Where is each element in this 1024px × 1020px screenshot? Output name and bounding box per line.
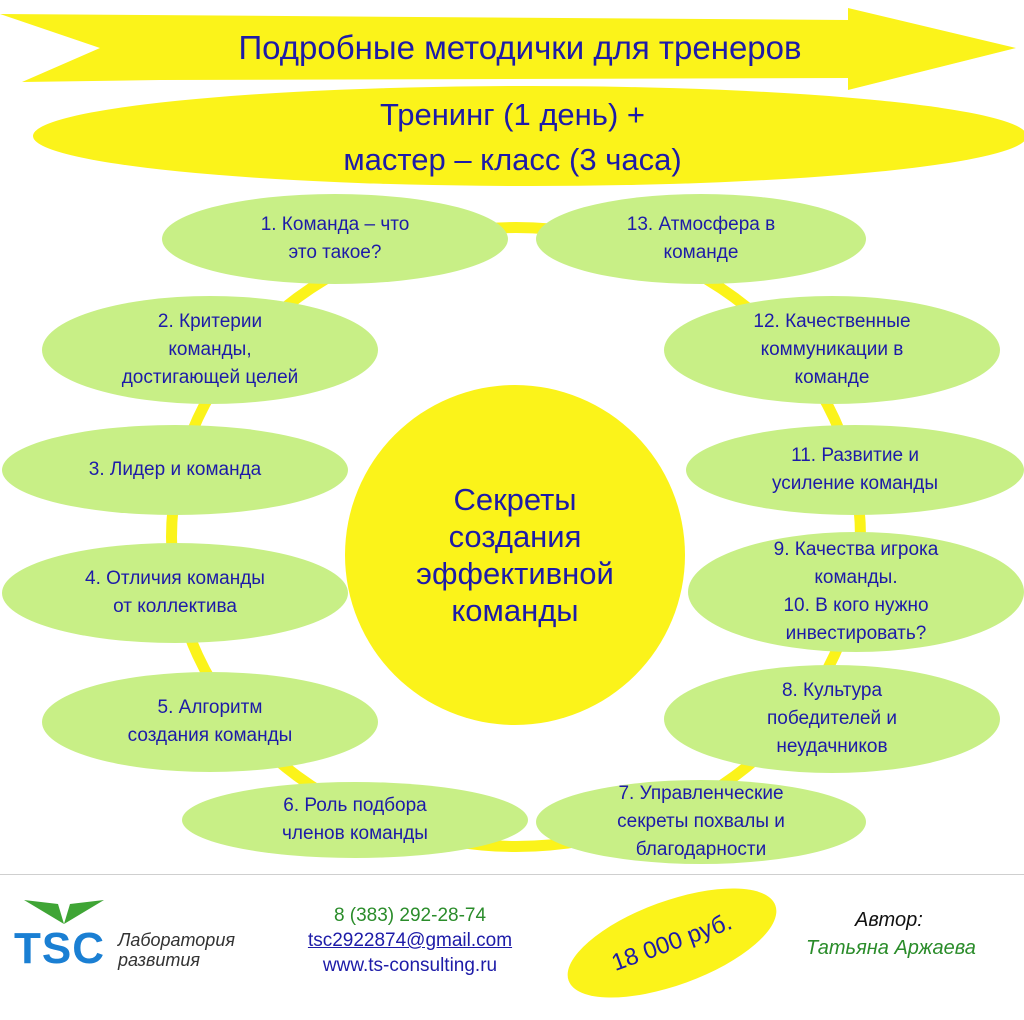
topic-node-3: [2, 425, 348, 515]
company-subtitle: Лаборатория развития: [118, 930, 235, 970]
topic-node-label: 6. Роль подбора членов команды: [282, 795, 428, 844]
topic-node-label: 8. Культура победителей и неудачников: [767, 680, 897, 757]
footer-divider: [0, 874, 1024, 875]
topic-node-label: 1. Команда – что это такое?: [260, 214, 410, 263]
format-text: Тренинг (1 день) + мастер – класс (3 часа): [343, 97, 682, 177]
topic-node-6: [182, 782, 528, 858]
topic-node-2: [42, 296, 378, 404]
contact-website[interactable]: www.ts-consulting.ru: [322, 955, 498, 976]
topic-node-11: [686, 425, 1024, 515]
topic-node-12: [664, 296, 1000, 404]
topic-node-label: 7. Управленческие секреты похвалы и благодарности: [617, 783, 785, 860]
topic-node-label: 12. Качественные коммуникации в команде: [753, 311, 911, 388]
topic-node-label: 2. Критерии команды, достигающей целей: [121, 311, 299, 388]
company-logo: TSC: [14, 924, 105, 973]
author-name: Татьяна Аржаева: [806, 937, 976, 959]
price-badge: [554, 866, 789, 1020]
banner-title: Подробные методички для тренеров: [238, 29, 802, 66]
price-text: 18 000 руб.: [608, 908, 736, 977]
topic-node-label: 5. Алгоритм создания команды: [127, 697, 293, 746]
author-label: Автор:: [855, 909, 923, 931]
topic-node-7: [536, 780, 866, 864]
topic-node-label: 9. Качества игрока команды. 10. В кого нужно инвестировать?: [773, 539, 939, 644]
center-title: Секреты создания эффективной команды: [416, 482, 614, 628]
topic-node-label: 4. Отличия команды от коллектива: [85, 568, 265, 617]
contacts-block: [280, 903, 540, 978]
topic-node-9-10: [688, 532, 1024, 652]
topic-node-label: 3. Лидер и команда: [88, 459, 262, 480]
center-circle: [345, 385, 685, 725]
topic-node-1: [162, 194, 508, 284]
topic-node-13: [536, 194, 866, 284]
topic-node-label: 13. Атмосфера в команде: [626, 214, 776, 263]
topic-node-4: [2, 543, 348, 643]
topic-node-label: 11. Развитие и усиление команды: [772, 445, 938, 494]
topic-node-5: [42, 672, 378, 772]
topic-node-8: [664, 665, 1000, 773]
contact-email-link[interactable]: tsc2922874@gmail.com: [307, 930, 513, 951]
leaf-icon: [24, 898, 104, 926]
contact-phone: 8 (383) 292-28-74: [333, 905, 487, 926]
